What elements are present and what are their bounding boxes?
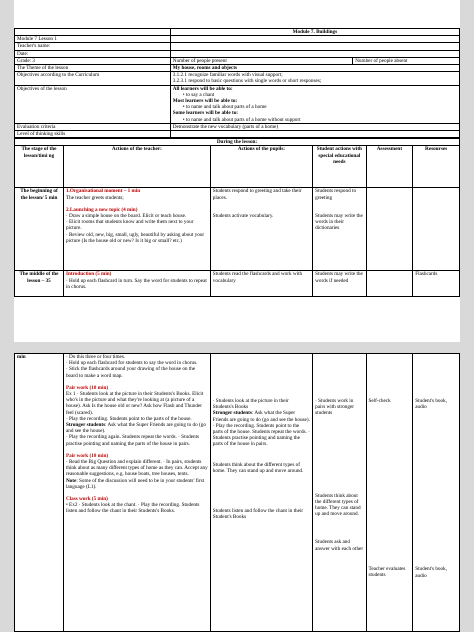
pupil-actions-middle: Students read the flashcards and work with vocabulary — [210, 271, 312, 297]
some-learners-item: • to name and talk about parts of a home without support — [173, 117, 457, 123]
pair-work-2-heading: Pair work (10 min) — [65, 452, 109, 459]
assessment-text: Teacher evaluates students — [368, 566, 406, 579]
teacher-actions-middle — [63, 271, 210, 297]
teacher-line: · Draw a simple house on the board. Elicit or teach house. — [65, 213, 187, 220]
lesson-label: Module 7 Lesson 1 — [15, 36, 171, 43]
teacher-line: · Hold up each flashcard for students to say the word in chorus. — [65, 360, 198, 367]
pair-work-text: · Play the recording. Students point to the parts of the house. — [65, 415, 192, 422]
pupils-text: · Play the recording. Students point to the parts of the house. Students repeat the words. · Students practise pointing and naming the parts of the house in pairs. — [212, 422, 310, 448]
pupils-stronger-label: Stronger students — [212, 410, 252, 417]
sen-text: · Students work in pairs with stronger students — [315, 398, 355, 417]
thinking-skills-value — [170, 131, 459, 138]
assessment-continued — [366, 354, 413, 632]
sen-actions-beginning — [313, 188, 366, 271]
stage-beginning: The beginning of the lesson/ 5 min — [15, 188, 64, 271]
teacher-line: · Do this three or four times. — [65, 354, 126, 360]
curriculum-line: 3.2.3.1 respond to basic questions with single words or short responses; — [172, 78, 322, 85]
column-header-pupils: Actions of the pupils: — [210, 146, 312, 188]
pupils-text: Students think about the different types of home. They can stand up and move around. — [212, 461, 304, 474]
teacher-name-value — [170, 43, 459, 50]
stage-continued: min — [15, 354, 64, 632]
document-page-2 — [14, 353, 460, 632]
sen-text: Students respond to greeting — [315, 188, 357, 201]
sen-actions-continued — [313, 354, 366, 632]
sen-text: Students think about the different types of home. They can stand up and move around. — [315, 492, 361, 518]
teacher-actions-beginning — [63, 188, 210, 271]
pupils-stronger-text: : Ask what the Super Friends are going to do (go and see the house). — [212, 410, 310, 423]
sen-actions-middle: Students may write the words if needed — [313, 271, 366, 297]
resources-text: Student's book, audio — [415, 398, 448, 411]
sen-text: Students ask and answer with each other — [315, 539, 364, 552]
grade-label: Grade: 3 — [15, 57, 171, 64]
pupils-text: · Students look at the picture in their Students's Books — [212, 398, 289, 411]
pair-work-text: · Play the recording again. Students repeat the words. · Students practise pointing and naming the parts of the house in pairs. — [65, 434, 200, 447]
note-line — [66, 478, 208, 490]
column-header-stage: The stage of the lesson/timi ng — [15, 146, 64, 188]
pupil-actions-continued — [210, 354, 312, 632]
theme-value: My house, rooms and objects — [170, 65, 459, 72]
note-label: Note — [65, 477, 77, 484]
assessment-middle — [366, 271, 413, 297]
thinking-skills-label: Level of thinking skills — [15, 131, 171, 138]
assessment-text: Self-check — [368, 398, 391, 404]
some-learners-title: Some learners will be able to: — [172, 110, 239, 117]
resources-continued — [413, 354, 460, 632]
column-header-teacher: Actions of the teacher: — [63, 146, 210, 188]
people-present-label: Number of people present — [170, 57, 352, 64]
stronger-students-text: : Ask what the Super Friends are going to do (go and see the house). — [65, 422, 206, 435]
column-header-assessment: Assessment — [366, 146, 413, 188]
lesson-activities-table — [14, 138, 460, 297]
resources-beginning — [413, 188, 460, 271]
date-label: Date: — [15, 50, 171, 57]
people-absent-label: Number of people absent — [353, 57, 460, 64]
during-lesson-heading: During the lesson: — [15, 139, 460, 146]
objectives-curriculum-value — [170, 72, 459, 85]
resources-text: Student's book, audio — [415, 566, 448, 579]
most-learners-item: • to name and talk about parts of a home — [173, 104, 457, 110]
organisational-moment-heading: 1.Organisational moment – 1 min — [65, 188, 141, 195]
lesson-activities-table-continued — [14, 353, 460, 632]
most-learners-title: Most learners will be able to: — [172, 98, 238, 105]
pupil-actions-beginning — [210, 188, 312, 271]
pair-work-heading: Pair work (10 min) — [65, 384, 109, 391]
pupils-text: Students listen and follow the chant in their Student's Books — [212, 508, 304, 521]
objectives-curriculum-label: Objectives according to the Curriculum — [15, 72, 171, 85]
stronger-students-label: Stronger students — [65, 422, 106, 429]
column-header-sen: Student actions with special educational needs — [313, 146, 366, 188]
curriculum-line: 3.1.2.1 recognize familiar words with visual support; — [172, 72, 283, 79]
teacher-line: · Hold up each flashcard in turn. Say the word for students to repeat in chorus. — [65, 277, 207, 290]
introduction-heading: Introduction (5 min) — [65, 271, 112, 278]
teacher-greets-text: The teacher greets students; — [65, 194, 124, 201]
resources-middle: Flashcards — [413, 271, 460, 297]
objectives-lesson-label: Objectives of the lesson — [15, 85, 171, 123]
module-title: Module 7. Buildings — [170, 29, 459, 36]
evaluation-value: Demonstrate the new vocabulary (parts of a home) — [170, 123, 459, 130]
column-header-resources: Resourses — [413, 146, 460, 188]
sen-text: Students may write the words in their dictionaries — [315, 212, 363, 232]
header-blank — [15, 29, 171, 36]
all-learners-title: All learners will be able to: — [172, 85, 233, 92]
pupils-text: Students respond to greeting and take their places. — [212, 188, 302, 201]
teacher-name-label: Teacher's name: — [15, 43, 171, 50]
stage-middle: The middle of the lesson – 35 — [15, 271, 64, 297]
document-page-1 — [14, 0, 460, 342]
assessment-beginning — [366, 188, 413, 271]
theme-label: The Theme of the lesson — [15, 65, 171, 72]
pupils-text: Students activate vocabulary. — [212, 212, 274, 219]
pupils-stronger-note — [213, 410, 310, 422]
class-work-heading: Class work (5 min) — [65, 496, 108, 503]
class-work-text: • Ex2 · Students look at the chant. · Play the recording. Students listen and follow the chant in their Students's Books. — [65, 502, 200, 515]
teacher-line: · Review old, new, big, small, ugly, beautiful by asking about your picture (Is the house old or new? Is it big or small? etc.) — [65, 231, 205, 244]
teacher-actions-continued — [63, 354, 210, 632]
lesson-plan-header-table — [14, 28, 460, 138]
lesson-value — [170, 36, 459, 43]
evaluation-label: Evaluation criteria — [15, 123, 171, 130]
teacher-line: · Elicit rooms that students know and write them next to your picture. — [65, 219, 194, 232]
all-learners-item: • to say a chant — [173, 92, 457, 98]
teacher-line: · Stick the flashcards around your drawing of the house on the board to make a word map. — [65, 366, 196, 379]
pair-work-2-text: · Read the Big Question and explain different. · In pairs, students think about as many different types of home as they can. Accept any reasonable suggestions, e.g. house boats, tree houses, tents. — [65, 459, 208, 478]
stronger-students-note — [66, 422, 208, 434]
date-value — [170, 50, 459, 57]
objectives-lesson-value — [170, 85, 459, 123]
new-topic-heading: 2.Launching a new topic (4 min) — [65, 206, 138, 213]
pair-work-text: Ex 1 · Students look at the picture in their Students's Books. Elicit who's in the picture and what they're looking at (a picture of a house). Ask Is the house old or new? Ask how Flash and Thunder feel (scared). — [65, 391, 204, 416]
note-text: : Some of the discussion will need to be in your students' first language (L1). — [65, 477, 205, 490]
